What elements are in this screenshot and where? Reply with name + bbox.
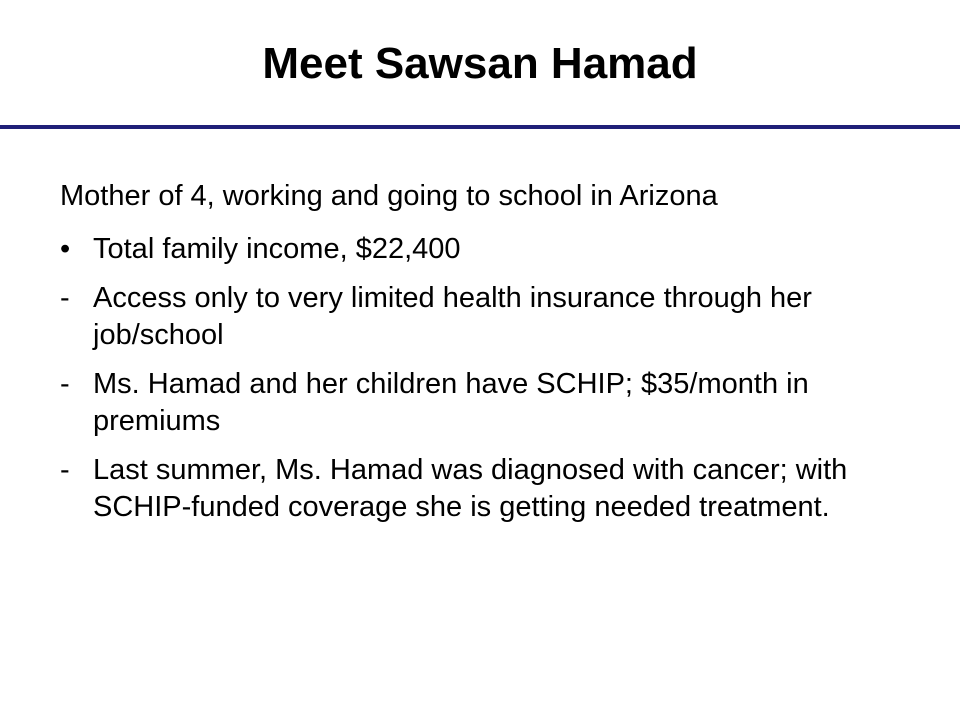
title-divider xyxy=(0,125,960,129)
bullet-marker: • xyxy=(60,233,71,265)
list-item-text: Total family income, $22,400 xyxy=(93,233,461,265)
list-item xyxy=(60,366,920,440)
list-item xyxy=(60,280,920,354)
list-item-text: Ms. Hamad and her children have SCHIP; $35/month in premiums xyxy=(93,368,809,437)
list-item-text: Last summer, Ms. Hamad was diagnosed with cancer; with SCHIP-funded coverage she is getting needed treatment. xyxy=(93,454,848,523)
dash-marker: - xyxy=(60,454,70,486)
list-item xyxy=(60,452,920,526)
list-item xyxy=(60,231,920,268)
bullet-list xyxy=(60,231,920,538)
intro-text: Mother of 4, working and going to school in Arizona xyxy=(60,180,718,212)
dash-marker: - xyxy=(60,282,70,314)
dash-marker: - xyxy=(60,368,70,400)
slide-title: Meet Sawsan Hamad xyxy=(262,39,698,88)
list-item-text: Access only to very limited health insurance through her job/school xyxy=(93,282,812,351)
